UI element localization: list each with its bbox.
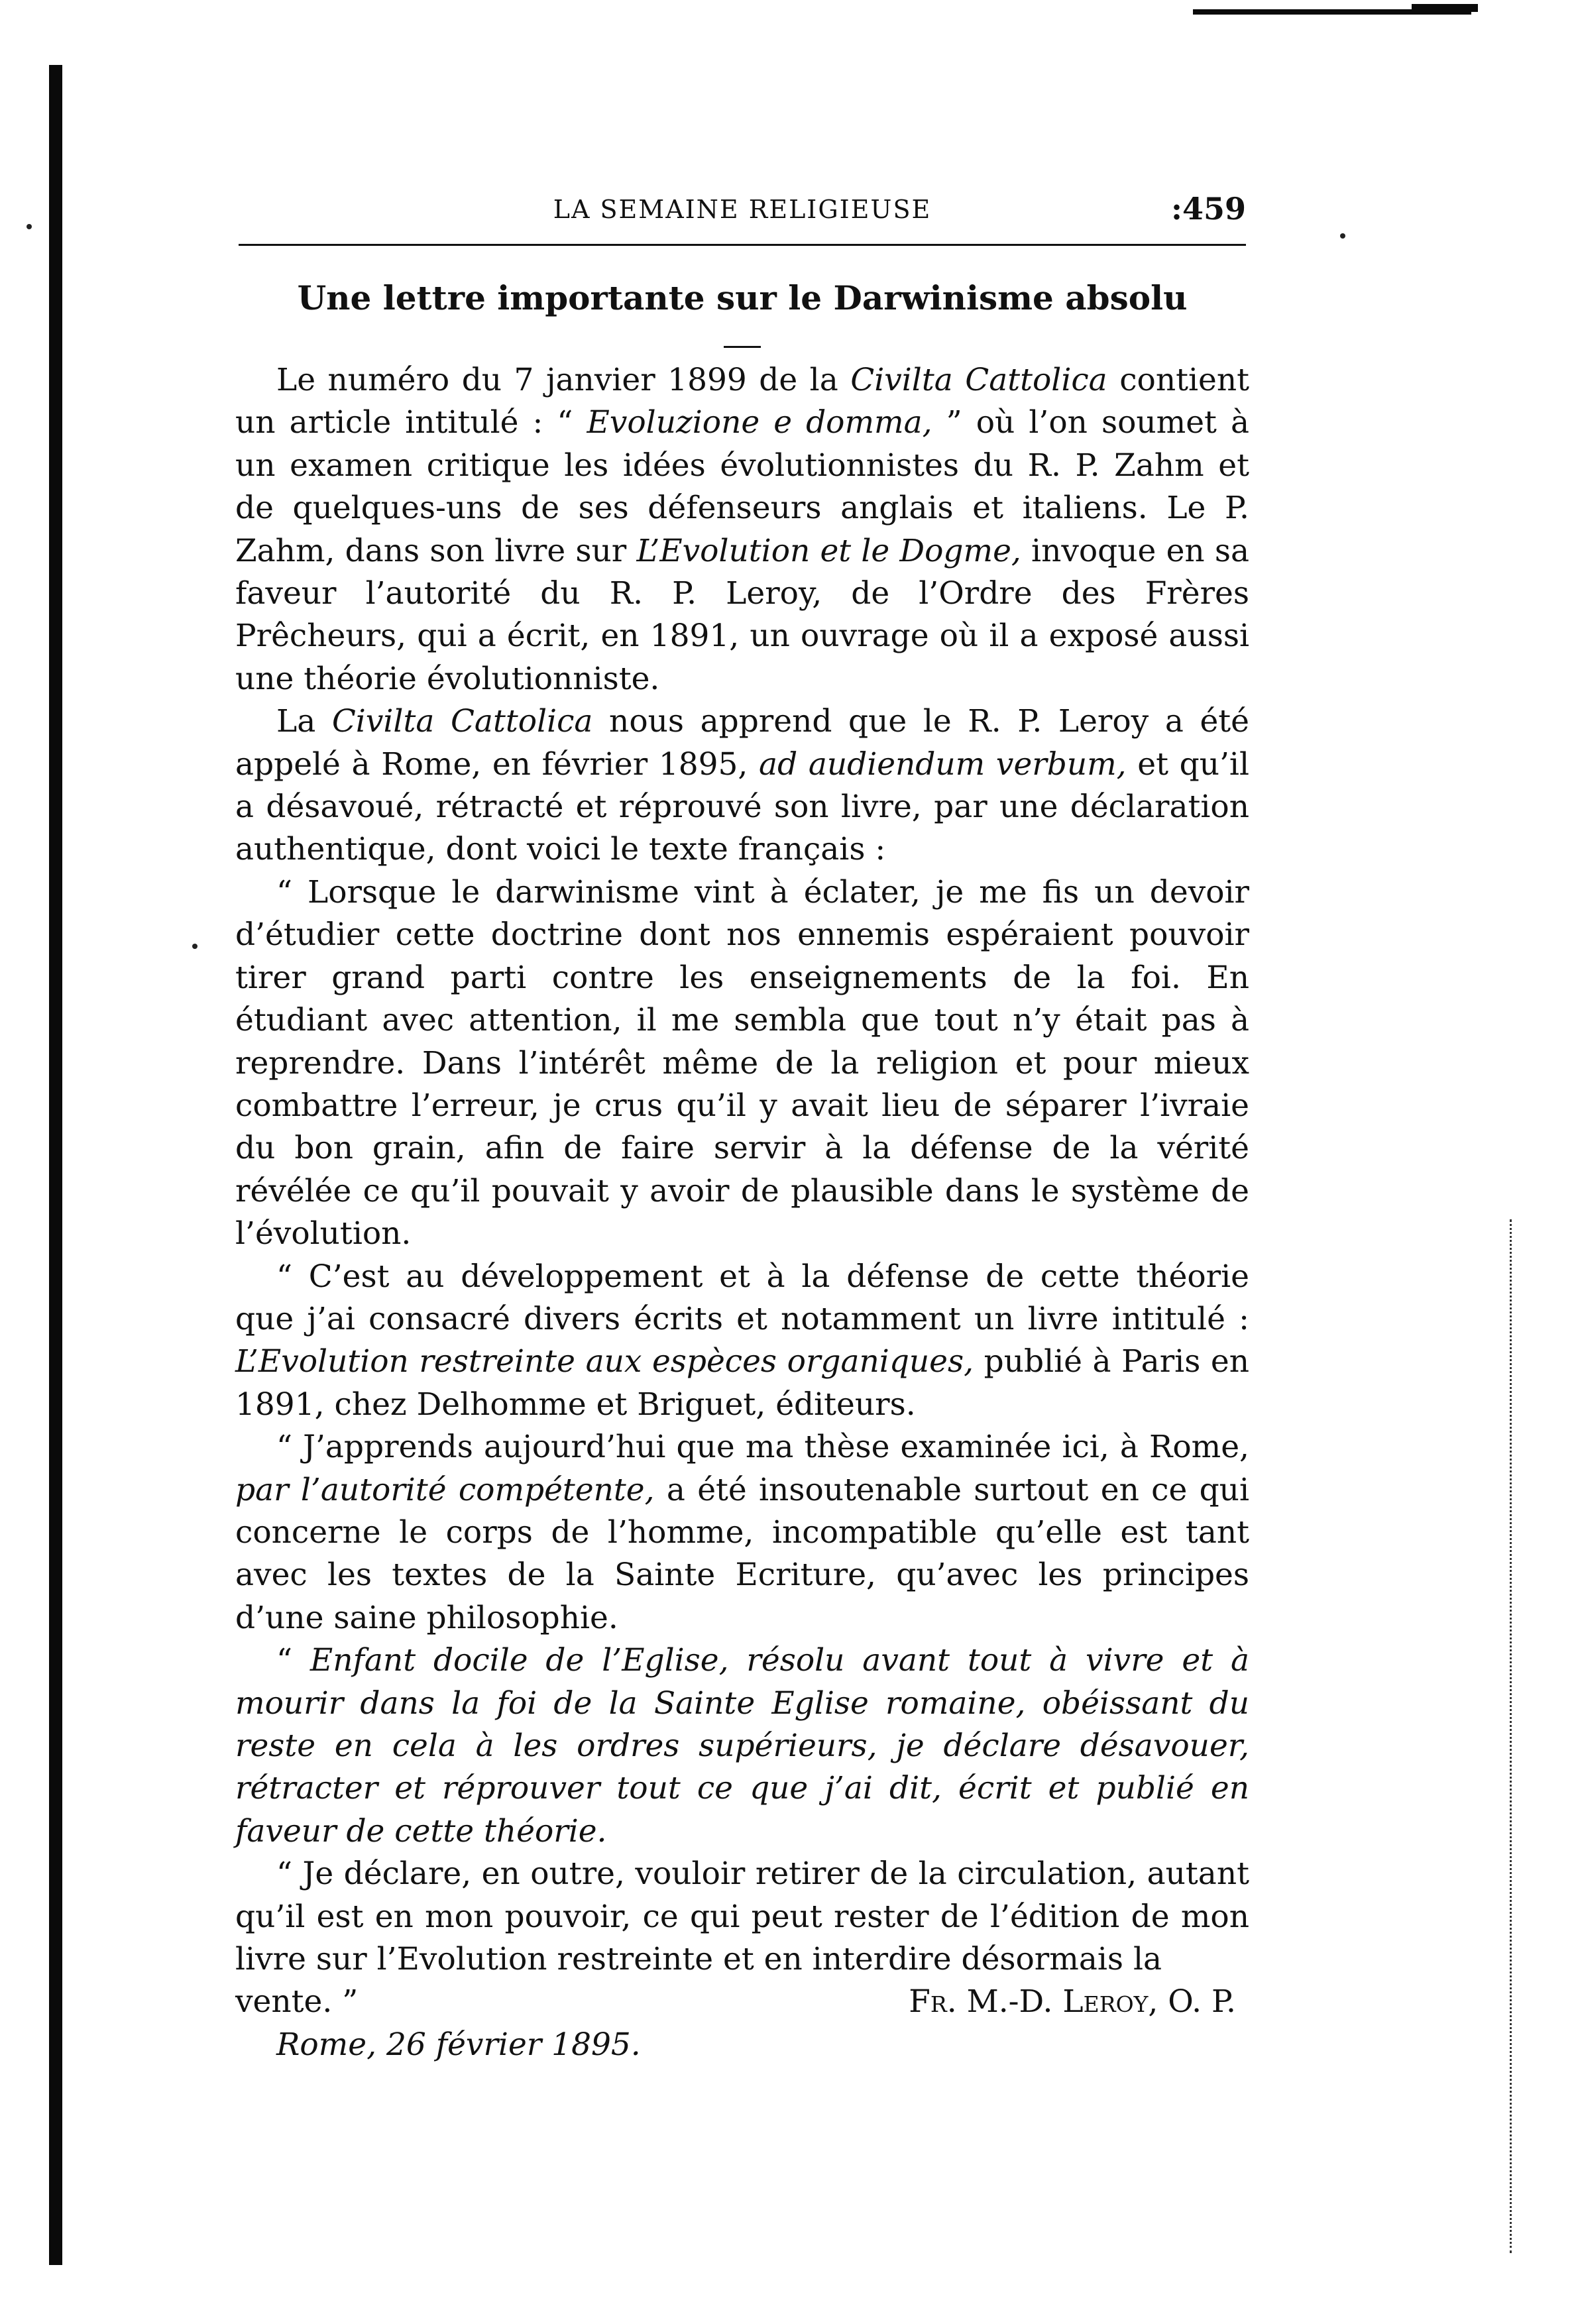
title-dash bbox=[724, 346, 761, 348]
paragraph: “ Lorsque le darwinisme vint à éclater, je me fis un devoir d’étudier cette doctrine dont nos ennemis espéraient pouvoir tirer grand parti contre les enseignements de la foi. En étudiant avec attention, il me sembla que tout n’y était pas à reprendre. Dans l’intérêt même de la religion et pour mieux combattre l’erreur, je crus qu’il y avait lieu de séparer l’ivraie du bon grain, afin de faire servir à la défense de la vérité révélée ce qu’il pouvait y avoir de plausible dans le système de l’évolution. bbox=[235, 873, 1249, 1252]
paragraph: “ Je déclare, en outre, vouloir retirer de la circulation, autant qu’il est en mon pouvoir, ce qui peut rester de l’édition de mon livre sur l’Evolution restreinte et en interdire désormais la bbox=[235, 1855, 1249, 1978]
paragraph: “ Enfant docile de l’Eglise, résolu avant tout à vivre et à mourir dans la foi de la Sainte Eglise romaine, obéissant du reste en cela à les ordres supérieurs, je déclare désavouer, rétracter et réprouver tout ce que j’ai dit, écrit et publié en faveur de cette théorie. bbox=[235, 1642, 1249, 1850]
place-date: Rome, 26 février 1895. bbox=[276, 2026, 641, 2063]
running-title: LA SEMAINE RELIGIEUSE bbox=[553, 195, 932, 224]
header-rule bbox=[239, 244, 1246, 246]
paragraph: Le numéro du 7 janvier 1899 de la Civilta Cattolica contient un article intitulé : “ Evoluzione e domma, ” où l’on soumet à un examen critique les idées évolutionnistes du R. P. Zahm et de quelques-uns de ses défenseurs anglais et italiens. Le P. Zahm, dans son livre sur L’Evolution et le Dogme, invoque en sa faveur l’autorité du R. P. Leroy, de l’Ordre des Frères Prêcheurs, qui a écrit, en 1891, un ouvrage où il a exposé aussi une théorie évolutionniste. bbox=[235, 362, 1249, 697]
paragraph: La Civilta Cattolica nous apprend que le R. P. Leroy a été appelé à Rome, en février 1895, ad audiendum verbum, et qu’il a désavoué, rétracté et réprouvé son livre, par une déclaration authentique, dont voici le texte français : bbox=[235, 703, 1249, 868]
scan-speck bbox=[1340, 233, 1345, 239]
paragraph: “ C’est au développement et à la défense de cette théorie que j’ai consacré divers écrits et notamment un livre intitulé : L’Evolution restreinte aux espèces organiques, publié à Paris en 1891, chez Delhomme et Briguet, éditeurs. bbox=[235, 1258, 1249, 1423]
signature: Fr. M.-D. Leroy, O. P. bbox=[909, 1983, 1236, 2020]
paragraph: “ J’apprends aujourd’hui que ma thèse examinée ici, à Rome, par l’autorité compétente, a été insoutenable surtout en ce qui concerne le corps de l’homme, incompatible qu’elle est tant avec les textes de la Sainte Ecriture, qu’avec les principes d’une saine philosophie. bbox=[235, 1429, 1249, 1636]
page-number: :459 bbox=[1170, 191, 1246, 227]
article-body bbox=[235, 359, 1249, 2066]
scan-speck bbox=[192, 944, 197, 949]
scan-margin-edge-right bbox=[1510, 1219, 1516, 2253]
signature-line bbox=[235, 1981, 1249, 2023]
closing-text: vente. ” bbox=[235, 1983, 359, 2020]
scan-margin-mark-top bbox=[1412, 4, 1478, 12]
scan-speck bbox=[27, 224, 32, 229]
article-title: Une lettre importante sur le Darwinisme absolu bbox=[297, 278, 1188, 317]
scan-margin-bar-left bbox=[49, 65, 62, 2265]
page-header bbox=[239, 191, 1246, 231]
